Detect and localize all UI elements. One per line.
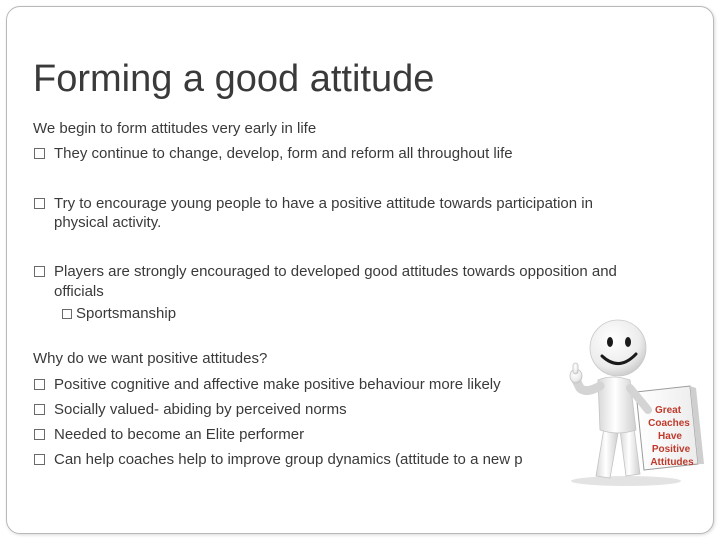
sign-text-line: Have — [658, 431, 682, 442]
sign-text-line: Attitudes — [650, 457, 694, 468]
bullet-text: Socially valued- abiding by perceived norms — [54, 401, 347, 418]
sub-bullet-box-icon — [62, 309, 72, 319]
section2-heading: Why do we want positive attitudes? — [33, 350, 268, 367]
sign-text-line: Coaches — [648, 418, 690, 429]
bullet-box-icon — [34, 454, 45, 465]
bullet-text: Needed to become an Elite performer — [54, 426, 305, 443]
sign-text-line: Great — [654, 405, 682, 416]
slide-title: Forming a good attitude — [33, 58, 435, 100]
bullet-text: Players are strongly encouraged to developed good attitudes towards opposition and — [54, 263, 617, 280]
bullet-text-continued: officials — [54, 283, 104, 300]
smiley-figure-illustration — [556, 318, 706, 488]
bullet-box-icon — [34, 379, 45, 390]
bullet-text-continued: physical activity. — [54, 214, 162, 231]
bullet-text: Positive cognitive and affective make positive behaviour more likely — [54, 376, 501, 393]
bullet-text: Try to encourage young people to have a positive attitude towards participation in — [54, 195, 593, 212]
sign-text-line: Positive — [651, 444, 691, 455]
section1-heading: We begin to form attitudes very early in life — [33, 120, 317, 137]
bullet-text: They continue to change, develop, form and reform all throughout life — [54, 145, 513, 162]
bullet-text: Can help coaches help to improve group dynamics (attitude to a new p — [54, 451, 523, 468]
bullet-box-icon — [34, 404, 45, 415]
bullet-box-icon — [34, 198, 45, 209]
bullet-box-icon — [34, 148, 45, 159]
bullet-box-icon — [34, 266, 45, 277]
sub-bullet-text: Sportsmanship — [76, 305, 177, 322]
bullet-box-icon — [34, 429, 45, 440]
